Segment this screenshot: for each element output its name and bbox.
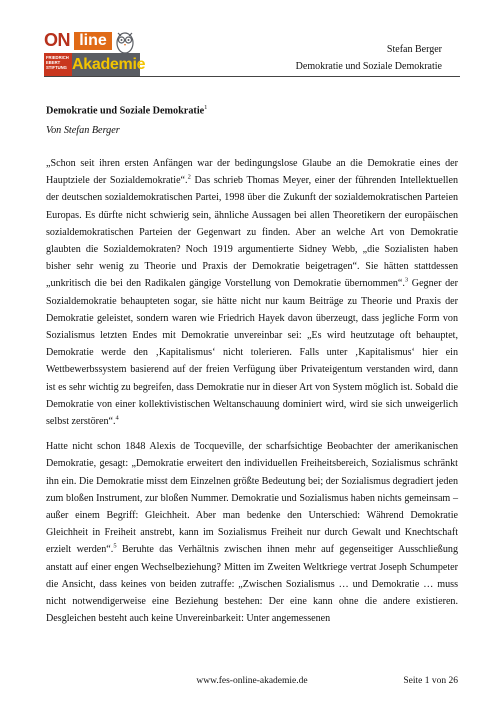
footnote-ref: 5	[113, 543, 117, 551]
header-author: Stefan Berger	[386, 44, 442, 55]
document-body	[46, 155, 458, 635]
paragraph-text: Hatte nicht schon 1848 Alexis de Tocqueville, der scharfsichtige Beobachter der amerikanischen Demokratie, gesagt: „Demokratie erweitert den individuellen Freiheitsbereich, Sozialismus schränkt ihn ein. Die Demokratie misst dem Einzelnen größte Bedeutung bei; der Sozialismus degradiert jeden zum bloßen Instrument, zur bloßen Nummer. Demokratie und Sozialismus haben nichts gemeinsam – außer einem Begriff: Gleichheit. Aber man bedenke den Unterschied: Während Demokratie Gleichheit in Freiheit anstrebt, kann im Sozialismus Freiheit nur durch Gewalt und Knechtschaft erzielt werden“.	[46, 441, 458, 556]
footnote-ref: 3	[404, 277, 409, 285]
paragraph-text: „Schon seit ihren ersten Anfängen war der bedingungslose Glaube an die Demokratie eines der Hauptziele der Sozialdemokratie“.	[46, 158, 458, 187]
body-paragraph	[46, 155, 458, 430]
footer-url: www.fes-online-akademie.de	[196, 676, 308, 686]
paragraph-text: Gegner der Sozialdemokratie behaupteten sogar, sie hätte nicht nur kaum Beiträge zu Theorie und Praxis der Demokratie geleistet, sondern waren wie Friedrich Hayek davon überzeugt, dass jegliche Form von Sozialismus letzten Endes mit Demokratie unvereinbar sei: „Es wird heutzutage oft behauptet, Demokratie werde den ‚Kapitalismus‘ nicht tolerieren. Falls unter ‚Kapitalismus‘ hier ein Wettbewerbssystem basierend auf der freien Verfügung über Privateigentum verstanden wird, dann ist es sehr wichtig zu begreifen, dass Demokratie nur in dieser Art von System möglich ist. Sobald die Demokratie von einer kollektivistischen Weltanschauung dominiert wird, wird sie sich unweigerlich selbst zerstören“.	[46, 278, 458, 428]
header-title: Demokratie und Soziale Demokratie	[295, 61, 442, 72]
logo-akademie-text: Akademie	[72, 53, 140, 76]
title-footnote-ref: 1	[204, 104, 208, 111]
header-divider	[44, 76, 460, 77]
document-byline: Von Stefan Berger	[46, 125, 120, 136]
logo-line-text: line	[74, 32, 112, 50]
fes-online-akademie-logo	[44, 30, 152, 76]
footer-page-number: Seite 1 von 26	[403, 676, 458, 686]
footnote-ref: 2	[187, 173, 191, 181]
body-paragraph	[46, 438, 458, 627]
footnote-ref: 4	[115, 414, 119, 422]
logo-on-text: ON	[44, 30, 74, 50]
owl-icon	[114, 30, 136, 54]
logo-fes-text: FRIEDRICH EBERT STIFTUNG	[44, 53, 72, 76]
document-title	[46, 104, 207, 116]
document-title-text: Demokratie und Soziale Demokratie	[46, 105, 205, 117]
paragraph-text: Das schrieb Thomas Meyer, einer der führenden Intellektuellen der deutschen sozialdemokratischen Partei, 1998 über die Zukunft der sozialdemokratischen Parteien Europas. Es dürfte nicht schwierig sein, ähnliche Aussagen bei allen Theoretikern der europäischen sozialdemokratischen Parteien der Gegenwart zu finden. Aber an welche Art von Demokratie glaubten die Sozialdemokraten? Noch 1919 argumentierte Sidney Webb, „die Sozialisten haben bisher sehr wenig zu Theorie und Praxis der Demokratie beigetragen“. Sie hätten stattdessen „unkritisch die bei den Radikalen gängige Vorstellung von Demokratie übernommen“.	[46, 175, 458, 290]
paragraph-text: Beruhte das Verhältnis zwischen ihnen mehr auf gegenseitiger Ausschließung anstatt auf einer engen Wechselbeziehung? Mitten im Zweiten Weltkriege vertrat Joseph Schumpeter die Ansicht, dass keines von beiden zutraffe: „Zwischen Sozialismus … und Demokratie … muss nicht notwendigerweise eine Beziehung bestehen: Der eine kann ohne die andere existieren. Desgleichen besteht auch keine Unvereinbarkeit: Unter angemessenen	[46, 544, 458, 625]
